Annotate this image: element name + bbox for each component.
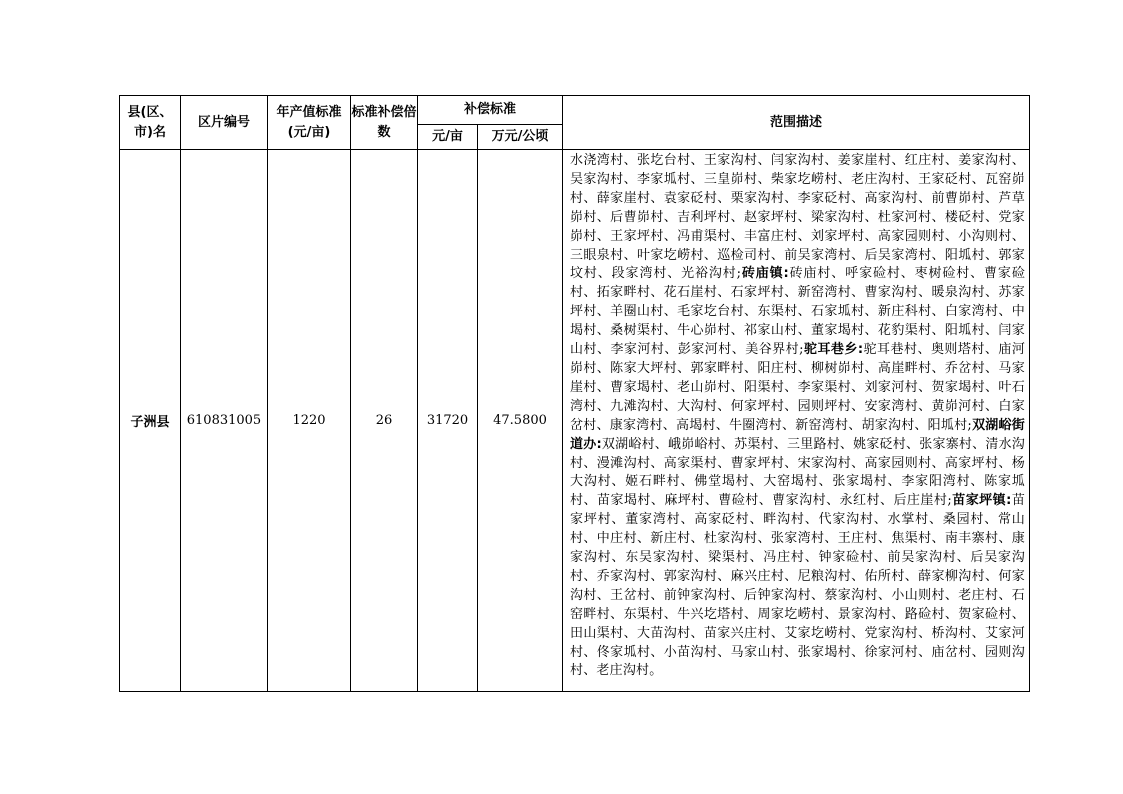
header-block-code: 区片编号 (181, 96, 268, 150)
scope-segment: 苗家坪村、董家湾村、高家砭村、畔沟村、代家沟村、水掌村、桑园村、常山村、中庄村、新庄村、杜家沟村、张家湾村、王庄村、焦渠村、南丰寨村、康家沟村、东吴家沟村、梁渠村、冯庄村、钟家硷村、前吴家沟村、后吴家沟村、乔家沟村、郭家沟村、麻兴庄村、尼粮沟村、佑所村、薛家柳沟村、何家沟村、王岔村、前钟家沟村、后钟家沟村、蔡家沟村、小山则村、老庄村、石窑畔村、东渠村、牛兴圪塔村、周家圪崂村、景家沟村、路硷村、贺家硷村、田山渠村、大苗沟村、苗家兴庄村、艾家圪崂村、党家沟村、桥沟村、艾家河村、佟家坬村、小苗沟村、马家山村、张家堨村、徐家河村、庙岔村、园则沟村、老庄沟村。 (570, 493, 1026, 679)
header-scope: 范围描述 (563, 96, 1030, 150)
header-per-mu: 元/亩 (418, 125, 478, 150)
cell-output-standard: 1220 (268, 150, 351, 692)
town-name: 苗家坪镇: (951, 493, 1012, 509)
header-county: 县(区、市)名 (120, 96, 181, 150)
town-name: 驼耳巷乡: (803, 342, 864, 358)
cell-per-mu: 31720 (418, 150, 478, 692)
table-row (120, 150, 1030, 692)
cell-multiple: 26 (351, 150, 418, 692)
town-name: 双湖峪街道办: (570, 417, 1026, 452)
cell-scope-description (563, 150, 1030, 692)
compensation-standard-table (119, 95, 1030, 692)
cell-per-hectare: 47.5800 (478, 150, 563, 692)
scope-segment: 双湖峪村、峨峁峪村、苏渠村、三里路村、姚家砭村、张家寨村、清水沟村、漫滩沟村、高家渠村、曹家坪村、宋家沟村、高家园则村、高家坪村、杨大沟村、姬石畔村、佛堂堨村、大窑堨村、张家堨村、李家阳湾村、陈家坬村、苗家堨村、麻坪村、曹硷村、曹家沟村、永红村、后庄崖村; (570, 436, 1026, 509)
header-per-hectare: 万元/公顷 (478, 125, 563, 150)
town-name: 砖庙镇: (741, 266, 789, 282)
cell-block-code: 610831005 (181, 150, 268, 692)
scope-segment: 砖庙村、呼家硷村、枣树硷村、曹家硷村、拓家畔村、花石崖村、石家坪村、新窑湾村、曹家沟村、暖泉沟村、苏家坪村、羊圈山村、毛家圪台村、东渠村、石家坬村、新庄科村、白家湾村、中堨村、桑树渠村、牛心峁村、祁家山村、董家堨村、花豹渠村、阳坬村、闫家山村、李家河村、彭家河村、美谷界村; (570, 266, 1026, 358)
header-compensation: 补偿标准 (418, 96, 563, 125)
scope-segment: 驼耳巷村、奥则塔村、庙河峁村、陈家大坪村、郭家畔村、阳庄村、柳树峁村、高崖畔村、乔岔村、马家崖村、曹家堨村、老山峁村、阳渠村、李家渠村、刘家河村、贺家堨村、叶石湾村、九滩沟村、大沟村、何家坪村、园则坪村、安家湾村、黄峁河村、白家岔村、康家湾村、高堨村、牛圈湾村、新窑湾村、胡家沟村、阳坬村; (570, 342, 1026, 433)
cell-county: 子洲县 (120, 150, 181, 692)
scope-segment: 水浇湾村、张圪台村、王家沟村、闫家沟村、姜家崖村、红庄村、姜家沟村、吴家沟村、李家坬村、三皇峁村、柴家圪崂村、老庄沟村、王家砭村、瓦窑峁村、薛家崖村、袁家砭村、栗家沟村、李家砭村、高家沟村、前曹峁村、芦草峁村、后曹峁村、吉利坪村、赵家坪村、梁家沟村、杜家河村、楼砭村、党家峁村、王家坪村、冯甫渠村、丰富庄村、刘家坪村、高家园则村、小沟则村、三眼泉村、叶家圪崂村、巡检司村、前吴家湾村、后吴家湾村、阳坬村、郭家坟村、段家湾村、光裕沟村; (570, 153, 1026, 282)
header-output-standard: 年产值标准(元/亩) (268, 96, 351, 150)
header-multiple: 标准补偿倍数 (351, 96, 418, 150)
